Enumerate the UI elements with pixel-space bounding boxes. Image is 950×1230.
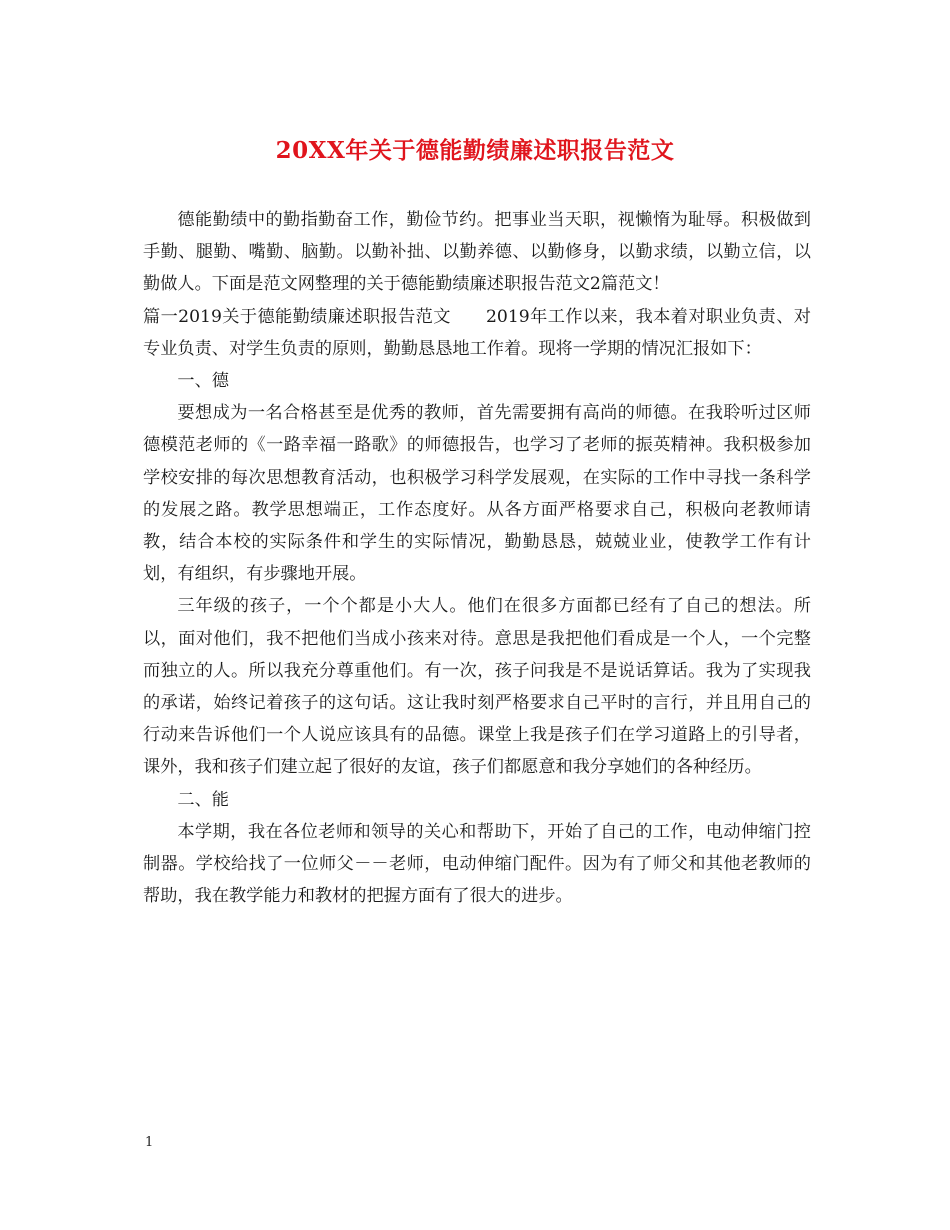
paragraph-part-one-opening: 篇一2019关于德能勤绩廉述职报告范文 2019年工作以来，我本着对职业负责、对专业负责、对学生负责的原则，勤勤恳恳地工作着。现将一学期的情况汇报如下： (143, 306, 811, 359)
document-body (143, 204, 811, 912)
document-title: 20XX年关于德能勤绩廉述职报告范文 (275, 137, 675, 164)
paragraph-neng-ability: 本学期，我在各位老师和领导的关心和帮助下，开始了自己的工作，电动伸缩门控制器。学校给找了一位师父－－老师，电动伸缩门配件。因为有了师父和其他老教师的帮助，我在教学能力和教材的把握方面有了很大的进步。 (143, 821, 811, 907)
paragraph-intro: 德能勤绩中的勤指勤奋工作，勤俭节约。把事业当天职，视懒惰为耻辱。积极做到手勤、腿勤、嘴勤、脑勤。以勤补拙、以勤养德、以勤修身，以勤求绩，以勤立信，以勤做人。下面是范文网整理的关于德能勤绩廉述职报告范文2篇范文！ (143, 210, 811, 295)
section-heading-neng: 二、能 (177, 789, 229, 810)
section-heading-de: 一、德 (177, 371, 229, 392)
paragraph-de-students: 三年级的孩子，一个个都是小大人。他们在很多方面都已经有了自己的想法。所以，面对他们，我不把他们当成小孩来对待。意思是我把他们看成是一个人，一个完整而独立的人。所以我充分尊重他们。有一次，孩子问我是不是说话算话。我为了实现我的承诺，始终记着孩子的这句话。这让我时刻严格要求自己平时的言行，并且用自己的行动来告诉他们一个人说应该具有的品德。课堂上我是孩子们在学习道路上的引导者，课外，我和孩子们建立起了很好的友谊，孩子们都愿意和我分享她们的各种经历。 (143, 596, 811, 778)
paragraph-de-ethics: 要想成为一名合格甚至是优秀的教师，首先需要拥有高尚的师德。在我聆听过区师德模范老师的《一路幸福一路歌》的师德报告，也学习了老师的振英精神。我积极参加学校安排的每次思想教育活动，也积极学习科学发展观，在实际的工作中寻找一条科学的发展之路。教学思想端正，工作态度好。从各方面严格要求自己，积极向老教师请教，结合本校的实际条件和学生的实际情况，勤勤恳恳，兢兢业业，使教学工作有计划，有组织，有步骤地开展。 (143, 403, 811, 585)
page-number: 1 (145, 1135, 154, 1150)
